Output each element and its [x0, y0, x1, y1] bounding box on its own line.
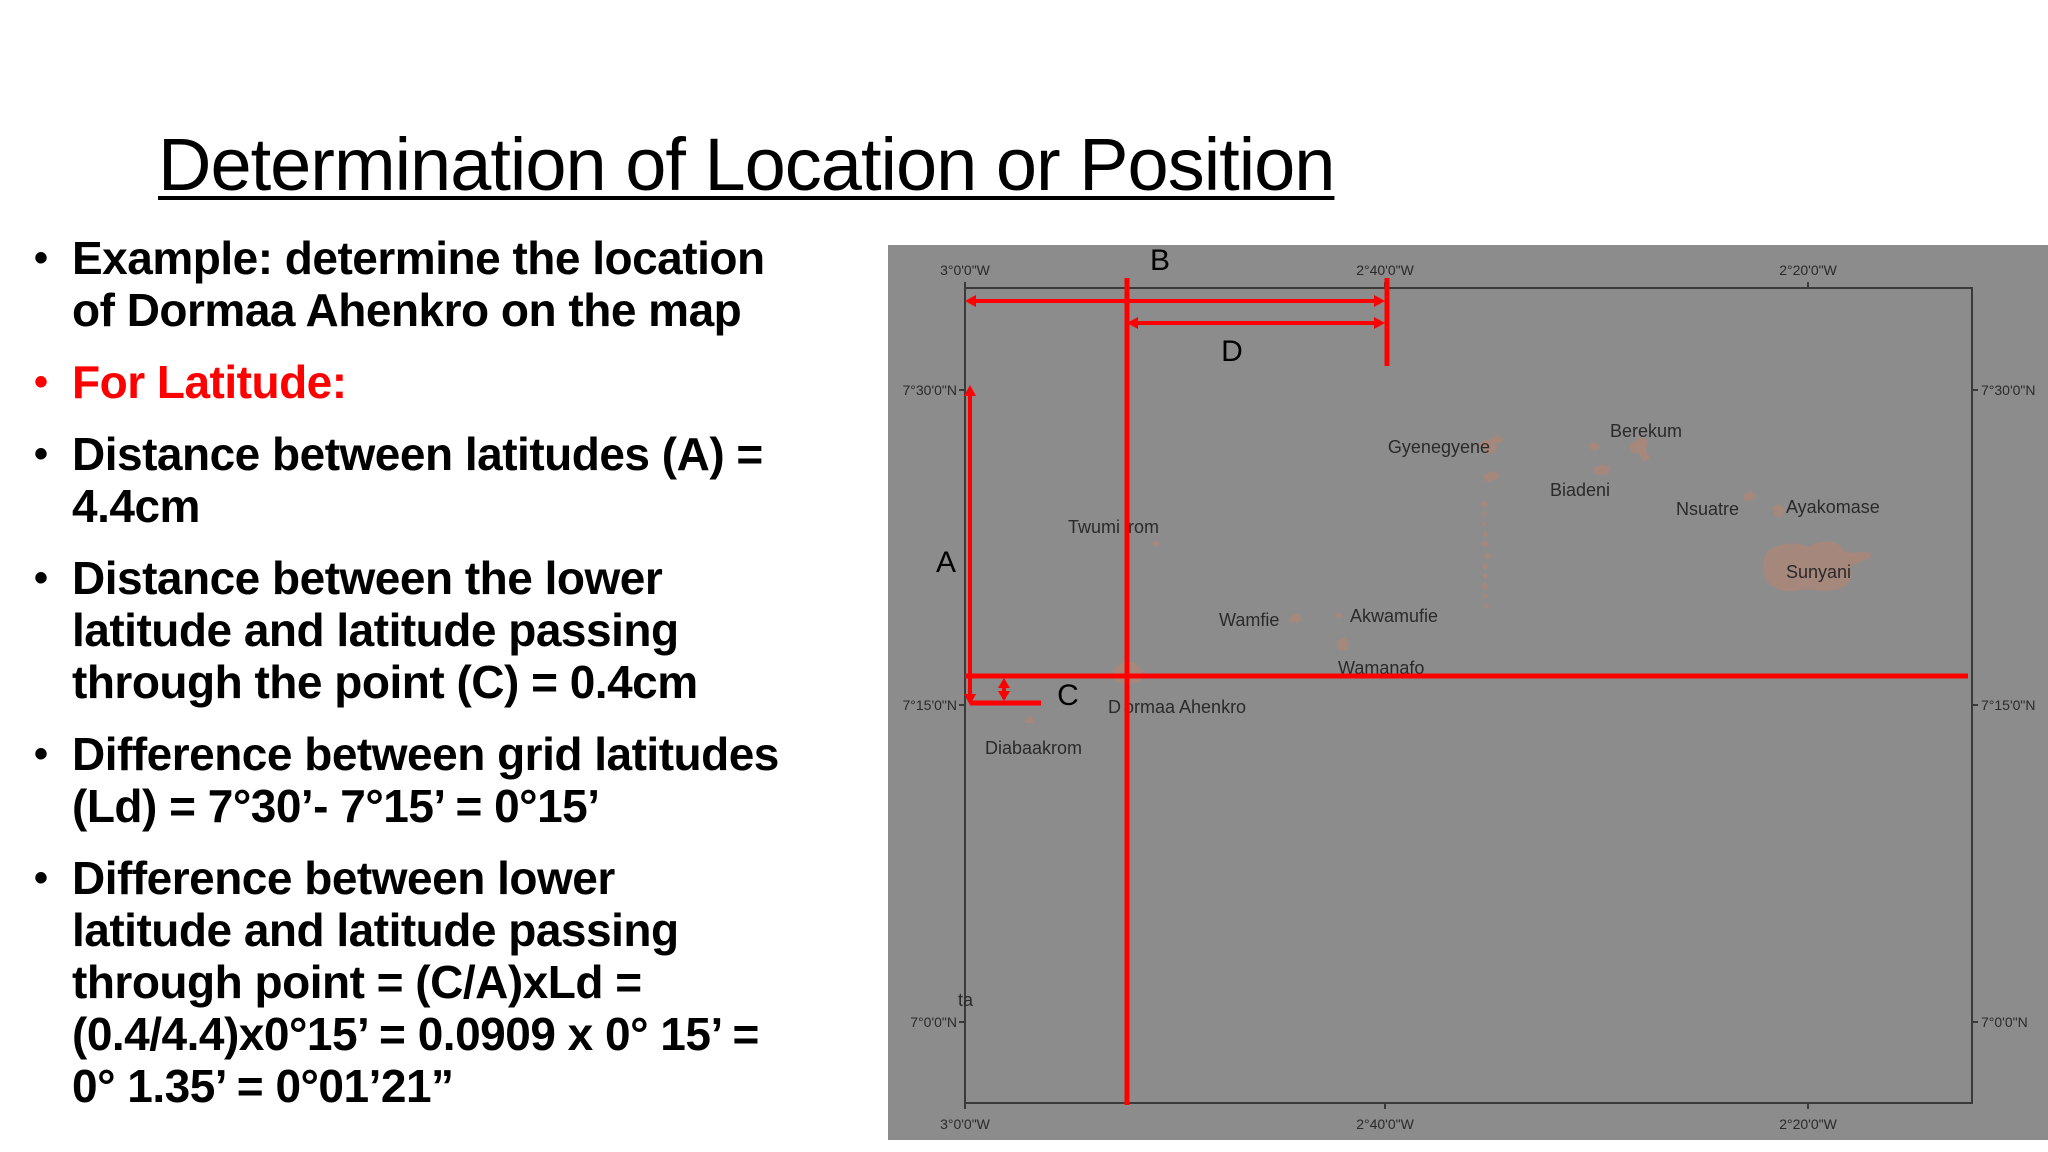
bullet-line: For Latitude: [72, 356, 347, 408]
bullet-line: Difference between grid latitudes [72, 728, 779, 780]
left-tick-label: 7°0'0"N [910, 1014, 957, 1030]
town-label-ta: ta [958, 990, 974, 1010]
town-label-dormaa-ahenkro: ormaa Ahenkro [1124, 697, 1247, 717]
town-label-berekum: Berekum [1610, 421, 1683, 441]
bullet-distance-a [34, 428, 854, 532]
right-tick-label: 7°15'0"N [1981, 697, 2036, 713]
left-tick-label: 7°30'0"N [902, 382, 957, 398]
bullet-line: through point = (C/A)xLd = [72, 956, 642, 1008]
town-label-rom: rom [1128, 517, 1159, 537]
top-tick-label: 3°0'0"W [940, 262, 990, 278]
bullet-line: Distance between latitudes (A) = [72, 428, 763, 480]
town-label-ayakomase: Ayakomase [1786, 497, 1880, 517]
town-label-sunyani: Sunyani [1786, 562, 1852, 582]
town-label-akwamufie: Akwamufie [1350, 606, 1439, 626]
bullet-line: (0.4/4.4)x0°15’ = 0.0909 x 0° 15’ = [72, 1008, 759, 1060]
bullet-dot: • [34, 360, 48, 404]
town-label-dormaa-d: D [1108, 697, 1121, 717]
bullet-line: Distance between the lower [72, 552, 663, 604]
bullet-line: through the point (C) = 0.4cm [72, 656, 698, 708]
bullet-distance-c [34, 552, 854, 708]
bullet-dot: • [34, 556, 48, 600]
left-tick-label: 7°15'0"N [902, 697, 957, 713]
right-tick-label: 7°0'0"N [1981, 1014, 2028, 1030]
bullet-for-latitude [34, 356, 854, 408]
town-label-diabaakrom: Diabaakrom [985, 738, 1083, 758]
bullet-example [34, 232, 854, 336]
town-label-biadeni: Biadeni [1550, 480, 1611, 500]
bullet-dot: • [34, 856, 48, 900]
top-tick-label: 2°40'0"W [1356, 262, 1414, 278]
bullet-line: of Dormaa Ahenkro on the map [72, 284, 742, 336]
bullet-line: 0° 1.35’ = 0°01’21” [72, 1060, 454, 1112]
bullet-line: (Ld) = 7°30’- 7°15’ = 0°15’ [72, 780, 600, 832]
town-label-nsuatre: Nsuatre [1676, 499, 1740, 519]
bottom-tick-label: 2°40'0"W [1356, 1116, 1414, 1132]
bullet-dot: • [34, 732, 48, 776]
map-figure [888, 245, 2048, 1140]
bullet-line: Example: determine the location [72, 232, 765, 284]
label-d: D [1221, 335, 1243, 368]
town-label-twumi: Twumi [1068, 517, 1121, 537]
top-tick-label: 2°20'0"W [1779, 262, 1837, 278]
bottom-tick-label: 3°0'0"W [940, 1116, 990, 1132]
bullet-calculation [34, 852, 854, 1112]
bullet-dot: • [34, 236, 48, 280]
label-a: A [935, 546, 957, 579]
bullet-dot: • [34, 432, 48, 476]
slide-title: Determination of Location or Position [158, 123, 1335, 206]
map-svg [888, 245, 2048, 1140]
town-label-gyenegyene: Gyenegyene [1387, 437, 1490, 457]
bullet-line: Difference between lower [72, 852, 615, 904]
town-label-wamfie: Wamfie [1219, 610, 1280, 630]
bottom-tick-label: 2°20'0"W [1779, 1116, 1837, 1132]
label-b: B [1149, 245, 1171, 277]
label-c: C [1057, 679, 1079, 712]
right-tick-label: 7°30'0"N [1981, 382, 2036, 398]
bullet-list [34, 232, 854, 1132]
bullet-line: 4.4cm [72, 480, 200, 532]
bullet-line: latitude and latitude passing [72, 604, 679, 656]
bullet-line: latitude and latitude passing [72, 904, 679, 956]
bullet-grid-difference [34, 728, 854, 832]
town-label-wamanafo: Wamanafo [1338, 658, 1425, 678]
